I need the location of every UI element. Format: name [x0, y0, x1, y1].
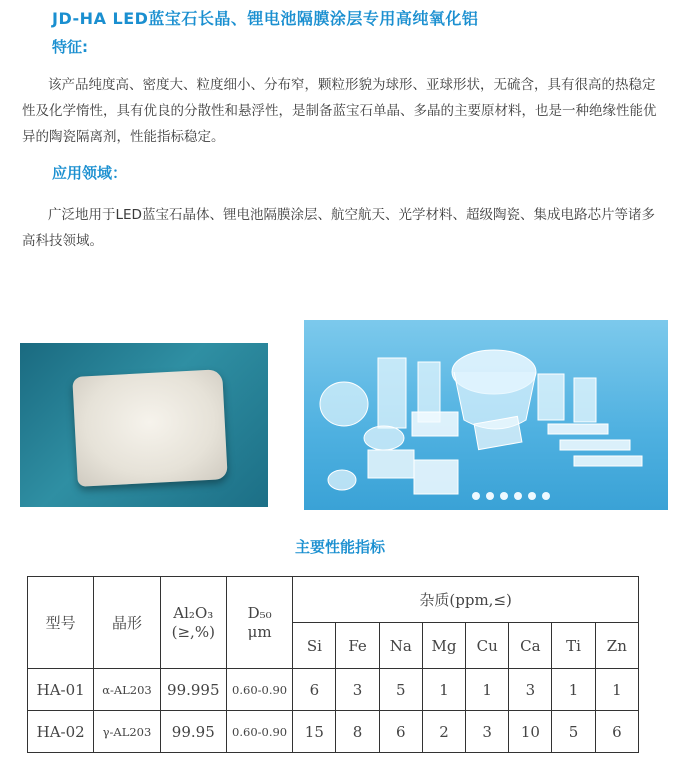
header-al2o3 [160, 577, 226, 669]
row-impurity-ca: 10 [509, 711, 552, 753]
powder-bag-image [72, 369, 228, 487]
row-impurity-cu: 1 [466, 669, 509, 711]
header-element-na: Na [379, 623, 422, 669]
header-element-cu: Cu [466, 623, 509, 669]
row-impurity-na: 5 [379, 669, 422, 711]
row-impurity-mg: 1 [422, 669, 465, 711]
header-d50-line1: D₅₀ [247, 603, 272, 622]
page-title: JD-HA LED蓝宝石长晶、锂电池隔膜涂层专用高纯氧化铝 [52, 9, 479, 28]
application-heading: 应用领域： [52, 164, 128, 182]
row-crystal: γ-AL203 [94, 711, 160, 753]
row-model: HA-02 [28, 711, 94, 753]
table-row [28, 669, 639, 711]
row-d50: 0.60-0.90 [226, 669, 292, 711]
row-impurity-na: 6 [379, 711, 422, 753]
header-element-zn: Zn [595, 623, 638, 669]
row-impurity-zn: 1 [595, 669, 638, 711]
features-heading: 特征: [52, 38, 88, 56]
features-text: 该产品纯度高、密度大、粒度细小、分布窄，颗粒形貌为球形、亚球形状，无硫含，具有很高的热稳定性及化学惰性，具有优良的分散性和悬浮性，是制备蓝宝石单晶、多晶的主要原材料，也是一种绝缘性能优异的陶瓷隔离剂，性能指标稳定。 [22, 77, 657, 145]
table-header-row [28, 577, 639, 623]
row-impurity-cu: 3 [466, 711, 509, 753]
row-impurity-ti: 5 [552, 711, 595, 753]
header-d50 [226, 577, 292, 669]
header-crystal: 晶形 [94, 577, 160, 669]
header-element-fe: Fe [336, 623, 379, 669]
row-d50: 0.60-0.90 [226, 711, 292, 753]
header-element-si: Si [293, 623, 336, 669]
header-element-ti: Ti [552, 623, 595, 669]
sapphire-crystals-photo [304, 320, 668, 510]
row-impurity-ca: 3 [509, 669, 552, 711]
row-al2o3: 99.95 [160, 711, 226, 753]
header-impurity: 杂质(ppm,≤) [293, 577, 639, 623]
table-row [28, 711, 639, 753]
row-impurity-fe: 8 [336, 711, 379, 753]
header-al2o3-line2: (≥,%) [171, 622, 215, 641]
application-text: 广泛地用于LED蓝宝石晶体、锂电池隔膜涂层、航空航天、光学材料、超级陶瓷、集成电路芯片等诸多高科技领域。 [22, 207, 655, 249]
row-impurity-zn: 6 [595, 711, 638, 753]
row-impurity-ti: 1 [552, 669, 595, 711]
table-title: 主要性能指标 [294, 538, 385, 556]
spec-table [27, 576, 639, 753]
header-element-ca: Ca [509, 623, 552, 669]
row-impurity-si: 6 [293, 669, 336, 711]
row-impurity-si: 15 [293, 711, 336, 753]
header-model: 型号 [28, 577, 94, 669]
row-crystal: α-AL203 [94, 669, 160, 711]
row-impurity-mg: 2 [422, 711, 465, 753]
powder-bag-photo [20, 343, 268, 507]
row-model: HA-01 [28, 669, 94, 711]
row-impurity-fe: 3 [336, 669, 379, 711]
header-element-mg: Mg [422, 623, 465, 669]
header-al2o3-line1: Al₂O₃ [173, 603, 214, 622]
header-d50-line2: μm [247, 622, 272, 641]
row-al2o3: 99.995 [160, 669, 226, 711]
sapphire-crystals-image [304, 320, 668, 510]
